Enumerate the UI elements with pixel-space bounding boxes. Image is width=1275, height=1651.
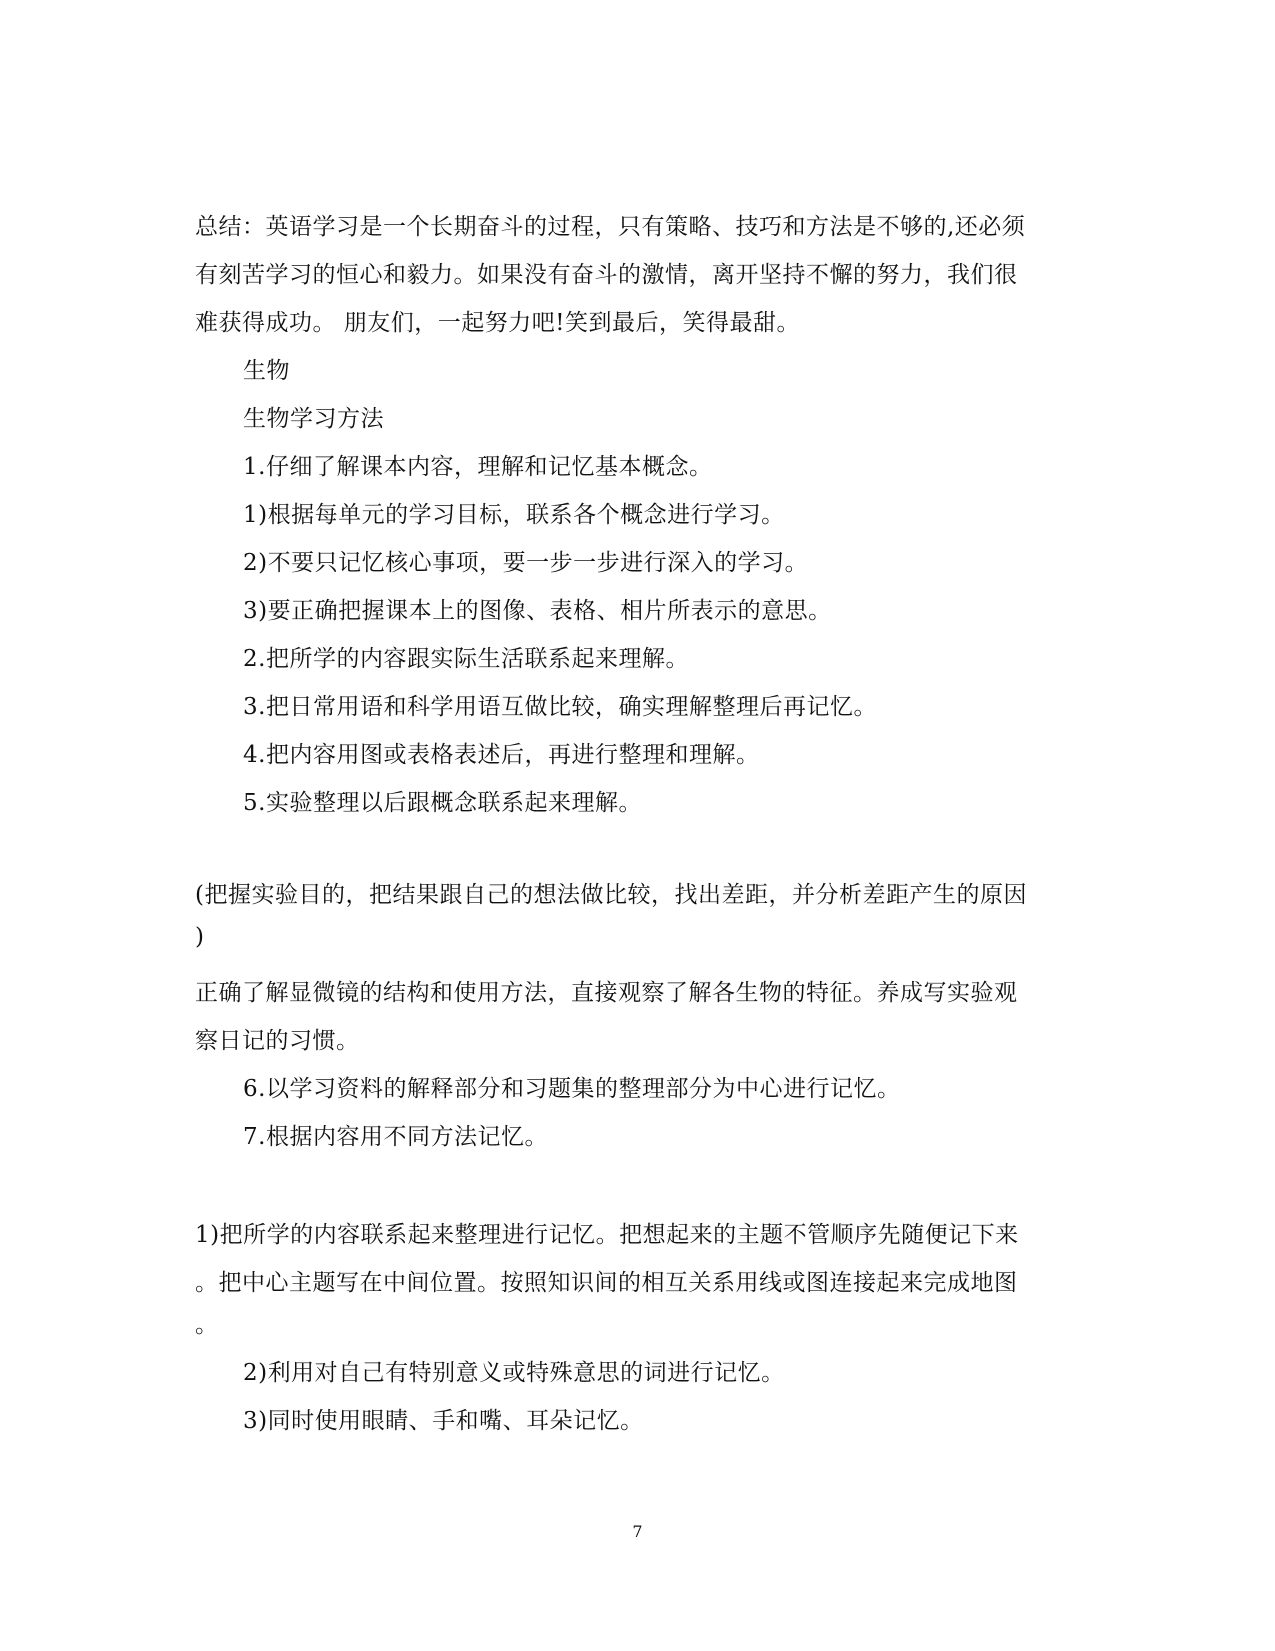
list-item-3: 3.把日常用语和科学用语互做比较，确实理解整理后再记忆。	[243, 694, 877, 720]
list-subitem-1-2: 2)不要只记忆核心事项，要一步一步进行深入的学习。	[243, 550, 809, 576]
list-item-6: 6.以学习资料的解释部分和习题集的整理部分为中心进行记忆。	[243, 1076, 901, 1102]
list-subitem-1-1: 1)根据每单元的学习目标，联系各个概念进行学习。	[243, 502, 785, 528]
list-subitem-7-2: 2)利用对自己有特别意义或特殊意思的词进行记忆。	[243, 1360, 785, 1386]
page-number: 7	[632, 1522, 643, 1541]
summary-line-2: 有刻苦学习的恒心和毅力。如果没有奋斗的激情，离开坚持不懈的努力，我们很	[195, 262, 1018, 288]
list-item-1: 1.仔细了解课本内容，理解和记忆基本概念。	[243, 454, 713, 480]
list-subitem-7-3: 3)同时使用眼睛、手和嘴、耳朵记忆。	[243, 1408, 644, 1434]
section-subheading: 生物学习方法	[243, 406, 384, 432]
note-line-2: )	[195, 924, 205, 950]
microscope-line-1: 正确了解显微镜的结构和使用方法，直接观察了解各生物的特征。养成写实验观	[195, 980, 1018, 1006]
list-subitem-1-3: 3)要正确把握课本上的图像、表格、相片所表示的意思。	[243, 598, 832, 624]
summary-line-3: 难获得成功。 朋友们，一起努力吧!笑到最后，笑得最甜。	[195, 310, 801, 336]
summary-line-1: 总结：英语学习是一个长期奋斗的过程，只有策略、技巧和方法是不够的,还必须	[195, 214, 1026, 240]
list-item-7: 7.根据内容用不同方法记忆。	[243, 1124, 548, 1150]
list-item-4: 4.把内容用图或表格表述后，再进行整理和理解。	[243, 742, 760, 768]
list-subitem-7-1-line-3: 。	[195, 1312, 219, 1338]
microscope-line-2: 察日记的习惯。	[195, 1028, 360, 1054]
list-subitem-7-1-line-1: 1)把所学的内容联系起来整理进行记忆。把想起来的主题不管顺序先随便记下来	[195, 1222, 1019, 1248]
list-item-2: 2.把所学的内容跟实际生活联系起来理解。	[243, 646, 689, 672]
note-line-1: (把握实验目的，把结果跟自己的想法做比较，找出差距，并分析差距产生的原因	[195, 882, 1027, 908]
section-heading: 生物	[243, 358, 290, 384]
list-item-5: 5.实验整理以后跟概念联系起来理解。	[243, 790, 642, 816]
list-subitem-7-1-line-2: 。把中心主题写在中间位置。按照知识间的相互关系用线或图连接起来完成地图	[195, 1270, 1018, 1296]
